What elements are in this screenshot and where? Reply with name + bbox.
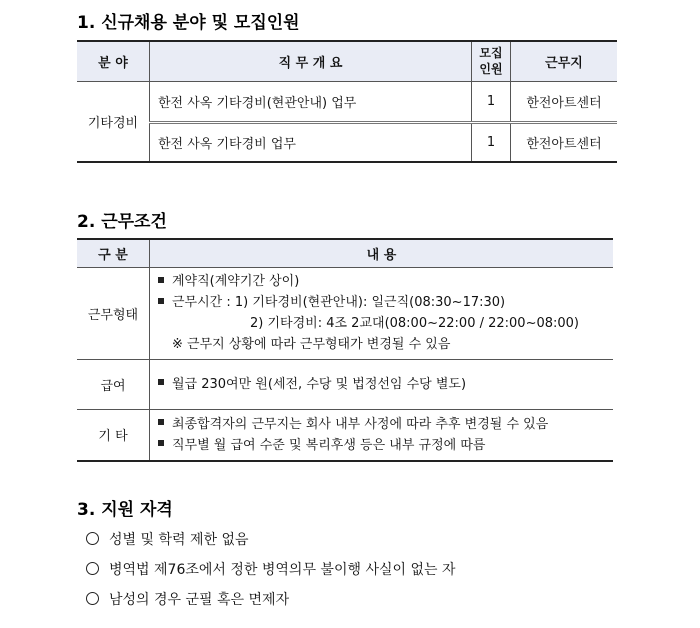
bullet-square-icon <box>158 419 164 425</box>
list-item <box>86 560 456 590</box>
list-item-text: 계약직(계약기간 상이) <box>172 274 300 289</box>
header-content: 내 용 <box>150 239 614 267</box>
header-count <box>472 41 511 81</box>
list-item <box>158 435 612 456</box>
note-item <box>158 334 612 355</box>
recruitment-table-header <box>77 41 617 81</box>
etc-list <box>158 414 612 456</box>
qualification-list <box>86 530 456 620</box>
duty-cell: 한전 사옥 기타경비 업무 <box>150 122 472 162</box>
table-row <box>77 359 613 409</box>
salary-content <box>150 359 614 409</box>
section2-title: 2. 근무조건 <box>77 212 167 232</box>
table-row <box>77 409 613 461</box>
list-item <box>158 374 612 395</box>
work-type-label: 근무형태 <box>77 267 150 359</box>
etc-label: 기 타 <box>77 409 150 461</box>
header-location: 근무지 <box>511 41 618 81</box>
count-cell: 1 <box>472 81 511 122</box>
note-text: ※ 근무지 상황에 따라 근무형태가 변경될 수 있음 <box>172 337 451 352</box>
header-category: 구 분 <box>77 239 150 267</box>
header-count-line1: 모집 <box>479 46 503 61</box>
header-duty: 직 무 개 요 <box>150 41 472 81</box>
section3-title: 3. 지원 자격 <box>77 500 173 520</box>
circle-bullet-icon <box>86 592 99 605</box>
conditions-table <box>77 238 613 462</box>
table-row <box>77 267 613 359</box>
bullet-square-icon <box>158 379 164 385</box>
duty-cell: 한전 사옥 기타경비(현관안내) 업무 <box>150 81 472 122</box>
count-cell: 1 <box>472 122 511 162</box>
bullet-square-icon <box>158 298 164 304</box>
list-item-text: 최종합격자의 근무지는 회사 내부 사정에 따라 추후 변경될 수 있음 <box>172 416 549 432</box>
list-item-text: 성별 및 학력 제한 없음 <box>109 532 249 548</box>
category-cell: 기타경비 <box>77 81 150 162</box>
header-count-line2: 인원 <box>479 62 503 77</box>
list-item-text: 남성의 경우 군필 혹은 면제자 <box>109 592 290 608</box>
bullet-square-icon <box>158 440 164 446</box>
bullet-square-icon <box>158 277 164 283</box>
salary-list <box>158 374 612 395</box>
work-type-content <box>150 267 614 359</box>
table-row <box>77 81 617 122</box>
list-item <box>86 530 456 560</box>
list-item-text: 2) 기타경비: 4조 2교대(08:00~22:00 / 22:00~08:00) <box>250 316 579 331</box>
header-field: 분 야 <box>77 41 150 81</box>
table-row <box>77 122 617 162</box>
list-item-text: 직무별 월 급여 수준 및 복리후생 등은 내부 규정에 따름 <box>172 437 486 453</box>
salary-label: 급여 <box>77 359 150 409</box>
list-item <box>86 590 456 620</box>
recruitment-table <box>77 40 617 163</box>
list-item <box>158 271 612 292</box>
circle-bullet-icon <box>86 562 99 575</box>
list-item-text: 근무시간 : 1) 기타경비(현관안내): 일근직(08:30~17:30) <box>172 295 506 310</box>
list-item-text: 월급 230여만 원(세전, 수당 및 법정선임 수당 별도) <box>172 376 467 392</box>
list-item <box>158 292 612 313</box>
location-cell: 한전아트센터 <box>511 122 618 162</box>
circle-bullet-icon <box>86 532 99 545</box>
location-cell: 한전아트센터 <box>511 81 618 122</box>
list-item <box>158 414 612 435</box>
list-item-text: 병역법 제76조에서 정한 병역의무 불이행 사실이 없는 자 <box>109 562 456 578</box>
etc-content <box>150 409 614 461</box>
section1-title: 1. 신규채용 분야 및 모집인원 <box>77 13 300 33</box>
list-item <box>158 313 612 334</box>
work-type-list <box>158 271 612 355</box>
conditions-table-header <box>77 239 613 267</box>
